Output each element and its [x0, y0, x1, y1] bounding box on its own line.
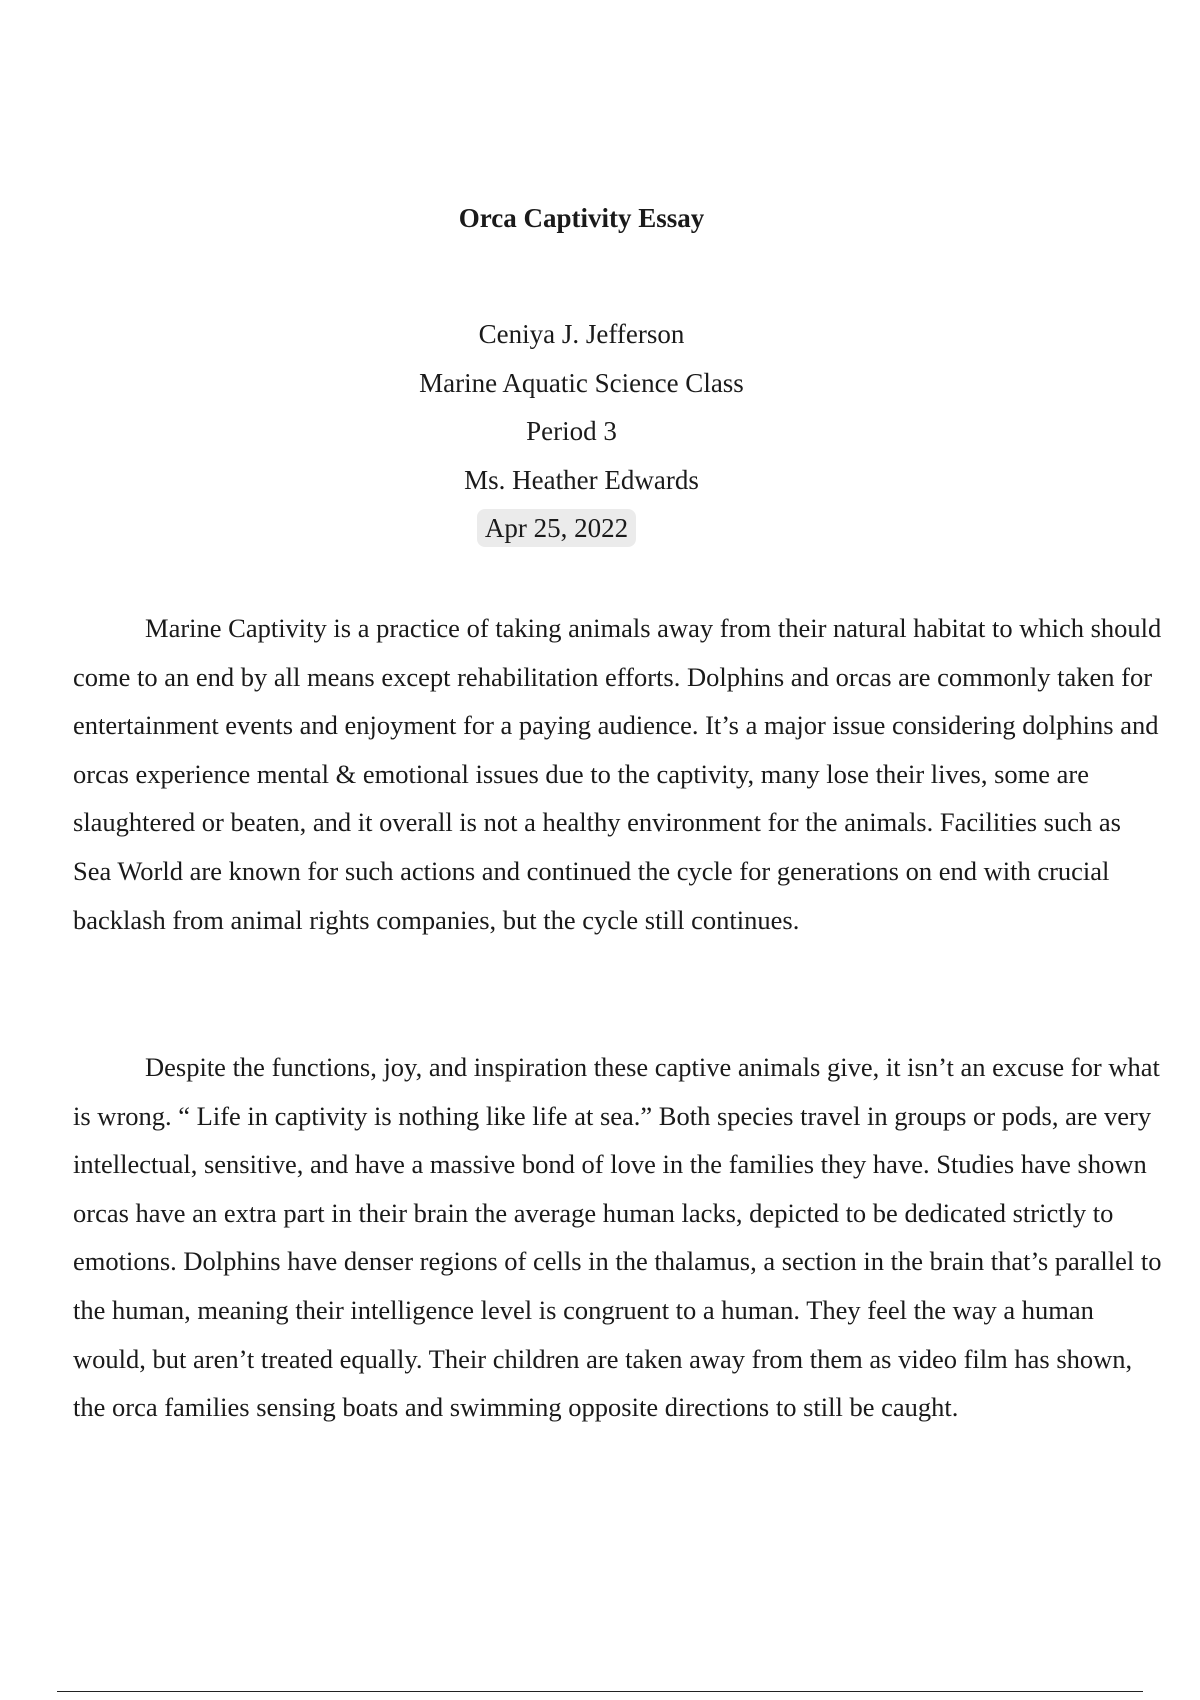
author-name: Ceniya J. Jefferson [478, 319, 685, 349]
essay-header [0, 310, 1163, 553]
document-title: Orca Captivity Essay [458, 203, 705, 233]
class-period: Period 3 [526, 416, 617, 446]
date-chip[interactable]: Apr 25, 2022 [477, 509, 636, 547]
page-divider [57, 1691, 1143, 1692]
date-line [0, 504, 1163, 553]
teacher-name: Ms. Heather Edwards [464, 464, 699, 495]
class-name: Marine Aquatic Science Class [419, 367, 744, 398]
body-paragraph-2: Despite the functions, joy, and inspiration these captive animals give, it isn’t an excuse for what is wrong. “ Life in captivity is nothing like life at sea.” Both species travel in groups or pods, are very intellectual, sensitive, and have a massive bond of love in the families they have. Studies have shown orcas have an extra part in their brain the average human lacks, depicted to be dedicated strictly to emotions. Dolphins have denser regions of cells in the thalamus, a section in the brain that’s parallel to the human, meaning their intelligence level is congruent to a human. They feel the way a human would, but aren’t treated equally. Their children are taken away from them as video film has shown, the orca families sensing boats and swimming opposite directions to still be caught. [73, 1052, 1162, 1423]
body-paragraph-1: Marine Captivity is a practice of taking animals away from their natural habitat to which should come to an end by all means except rehabilitation efforts. Dolphins and orcas are commonly taken for entertainment events and enjoyment for a paying audience. It’s a major issue considering dolphins and orcas experience mental & emotional issues due to the captivity, many lose their lives, some are slaughtered or beaten, and it overall is not a healthy environment for the animals. Facilities such as Sea World are known for such actions and continued the cycle for generations on end with crucial backlash from animal rights companies, but the cycle still continues. [73, 613, 1162, 935]
